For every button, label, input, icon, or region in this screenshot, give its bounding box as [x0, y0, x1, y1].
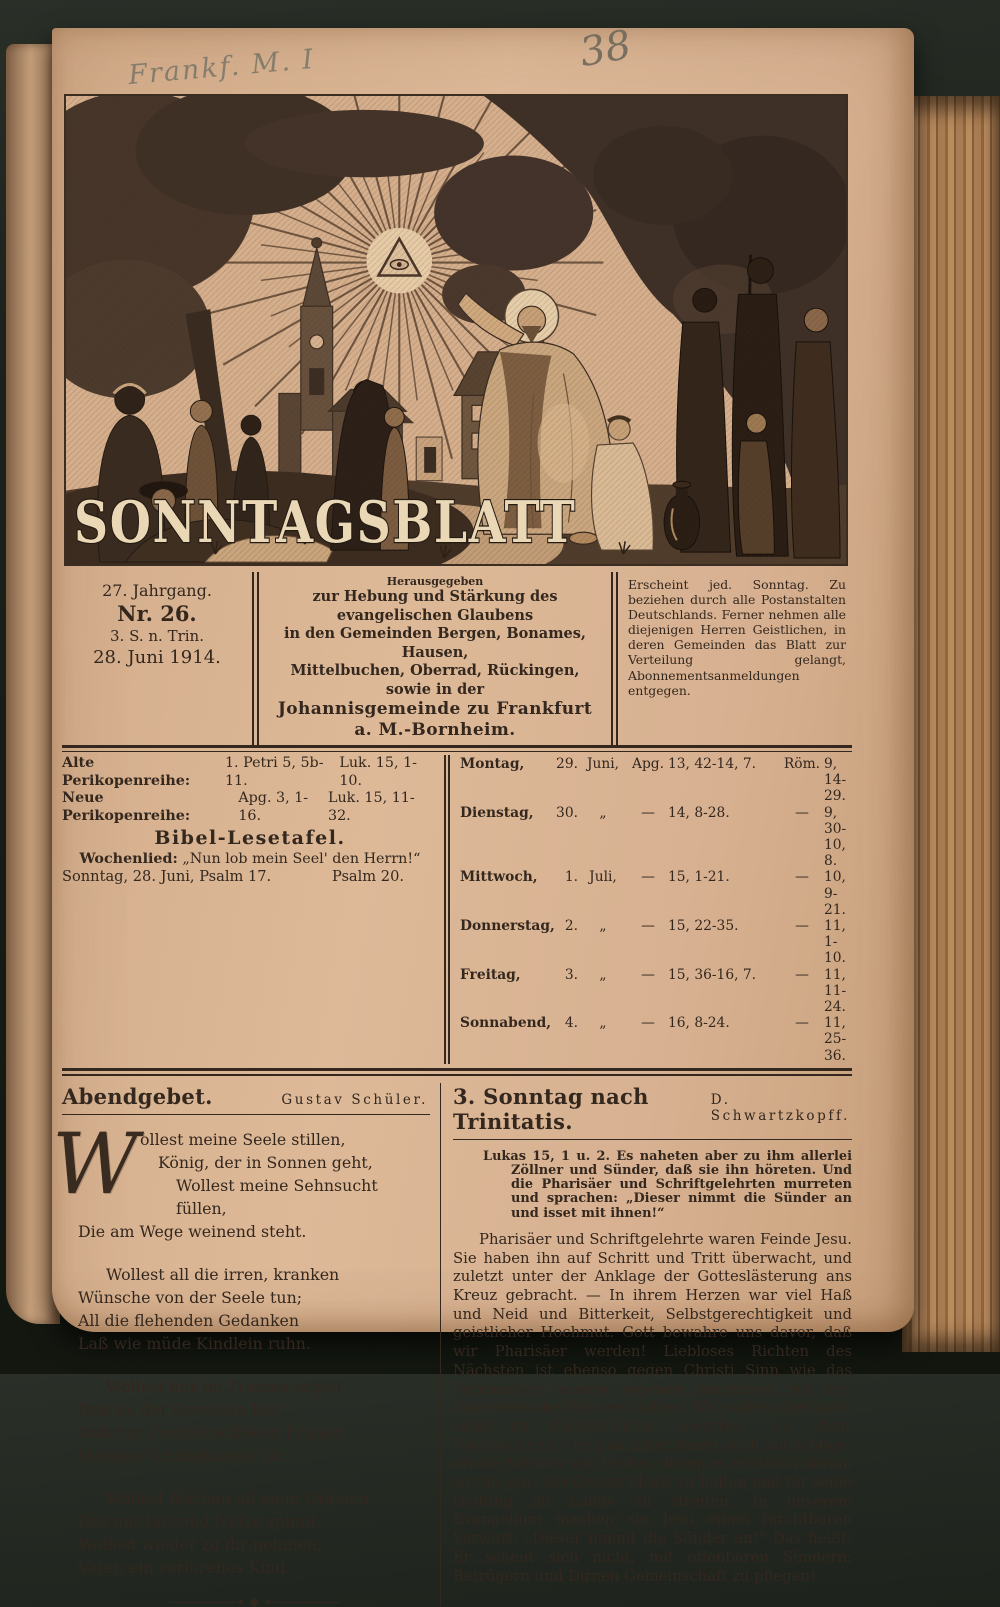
right-article: [440, 1083, 852, 1606]
week-cell: 4.: [564, 1015, 578, 1032]
week-cell: Dienstag,: [460, 804, 534, 821]
week-cell: 15, 36-16, 7.: [668, 966, 757, 983]
issue-date: 28. Juni 1914.: [93, 647, 221, 668]
lesetafel-title: Bibel-Lesetafel.: [154, 827, 346, 849]
sonntag-reading: Sonntag, 28. Juni, Psalm 17.: [62, 868, 272, 885]
masthead-title: SONNTAGSBLATT: [73, 488, 577, 557]
week-cell: —: [795, 966, 809, 983]
week-cell: 13, 42-14, 7.: [668, 756, 757, 772]
neue-reihe-label: Neue Perikopenreihe:: [62, 790, 191, 824]
poem-line: Wollest meine Sehnsucht füllen,: [176, 1175, 378, 1218]
poem-line: ollest meine Seele stillen,: [140, 1129, 346, 1149]
right-article-title: 3. Sonntag nach Trinitatis.: [453, 1083, 649, 1134]
wochenlied-label: Wochenlied:: [79, 851, 178, 867]
lesetafel-left: [62, 755, 444, 1064]
poem-line: Vater, ein verlorenes Kind.: [78, 1557, 291, 1577]
subscription-note: Erscheint jed. Sonntag. Zu beziehen durch alle Postanstalten Deutschlands. Ferner nehmen alle diejenigen Herren Geistlichen, in deren Gemeinden das Blatt zur Verteilung gelangt, Abonnementsanmeldungen entgegen.: [628, 577, 846, 698]
week-cell: Mittwoch,: [460, 869, 538, 886]
week-cell: Juli,: [589, 869, 617, 886]
publisher-label: Herausgegeben: [386, 575, 484, 588]
heavy-rule: [62, 1068, 852, 1076]
page-content: [52, 21, 853, 1585]
publisher-block: [252, 572, 618, 745]
handwriting-annotation-right: 38: [576, 21, 635, 77]
gospel-reference: Lukas 15, 1 u. 2.: [483, 1148, 610, 1164]
week-cell: 15, 22-35.: [668, 918, 739, 935]
sermon-emphasis: Pharisäern werden an den Pharisäern!: [453, 1417, 853, 1454]
week-cell: —: [641, 804, 655, 821]
sermon-body: [453, 1231, 852, 1586]
masthead-engraving-svg: [66, 96, 846, 564]
week-cell: 11, 25-36.: [824, 1015, 847, 1064]
week-cell: —: [641, 1015, 655, 1032]
poem-drop-cap: W: [52, 1114, 139, 1213]
masthead-illustration: [64, 94, 848, 566]
bibel-lesetafel: [62, 752, 852, 1068]
week-cell: 14, 8-28.: [668, 804, 730, 821]
poem-line: Morgen Triumphieren ist.: [78, 1445, 286, 1465]
poem-line: Wollest wieder zu dir nehmen,: [78, 1534, 323, 1554]
week-cell: 10, 9-21.: [824, 869, 846, 918]
poem-line: Daß der Zweifel wühlend Fragen: [78, 1422, 343, 1442]
alte-reihe-value: 1. Petri 5, 5b-11.: [224, 755, 324, 789]
left-article: [52, 1083, 440, 1606]
week-cell: —: [641, 966, 655, 983]
week-cell: 30.: [556, 804, 578, 821]
masthead-header: [62, 572, 852, 745]
gospel-intro: [453, 1150, 852, 1221]
issue-number: Nr. 26.: [117, 601, 197, 626]
week-cell: 15, 1-21.: [668, 869, 730, 886]
left-article-author: Gustav Schüler.: [281, 1091, 428, 1108]
week-cell: 29.: [556, 756, 578, 772]
issue-sunday: 3. S. n. Trin.: [110, 627, 204, 645]
week-cell: —: [795, 918, 809, 935]
poem-line: Daß du der Gerechte bist,: [78, 1399, 287, 1419]
publisher-line1: zur Hebung und Stärkung des evangelischen Glaubens: [312, 588, 558, 624]
week-cell: Freitag,: [460, 966, 521, 983]
publisher-line4: Johannisgemeinde zu Frankfurt a. M.-Bornheim.: [277, 699, 593, 740]
week-cell: 9, 30-10, 8.: [824, 804, 847, 870]
double-rule: [62, 745, 852, 752]
poem-line: König, der in Sonnen geht,: [158, 1152, 373, 1172]
left-article-title: Abendgebet.: [62, 1083, 213, 1109]
book-page-edges: [902, 96, 1000, 1352]
poem-stanza: [78, 1487, 430, 1579]
handwriting-annotation-left: Frankf. M. I: [127, 43, 317, 92]
sermon-text: Es gab unter ihnen auch aufrichtige, ernste Männer wie Paulus, denen es ernstlich darum zu tun war, das Gesetz Mosis zu halten und für seine Geltung im Lande zu streiten. In unserem Evangelium machen sie Jesu einen furchtbaren Vorwurf: „Dieser nimmt die Sünder an!“ Das heißt: Er scheut sich nicht, mit offenbaren Sündern: Betrügern und Dirnen Gemeinschaft zu pflegen!: [453, 1436, 852, 1585]
week-cell: —: [641, 869, 655, 886]
week-cell: „: [599, 804, 607, 821]
poem-line: Die am Wege weinend steht.: [78, 1221, 307, 1241]
week-cell: Donnerstag,: [460, 918, 555, 935]
publisher-line2: in den Gemeinden Bergen, Bonames, Hausen,: [283, 625, 586, 661]
week-cell: —: [795, 804, 809, 821]
poem: [52, 1114, 430, 1606]
poem-line: Wollest mir im Traume sagen,: [106, 1376, 347, 1396]
neue-reihe-gospel: Luk. 15, 11-32.: [327, 790, 415, 824]
poem-line: Wollest löschen all mein Grämen,: [106, 1488, 375, 1508]
week-cell: 2.: [564, 918, 578, 935]
week-cell: Sonnabend,: [460, 1015, 552, 1032]
wochenlied-text: „Nun lob mein Seel' den Herrn!“: [182, 851, 421, 867]
issue-volume: 27. Jahrgang.: [102, 581, 212, 600]
poem-line: All die flehenden Gedanken: [78, 1310, 300, 1330]
week-cell: 16, 8-24.: [668, 1015, 730, 1032]
left-article-header: [62, 1083, 430, 1115]
poem-line: Wollest all die irren, kranken: [106, 1264, 340, 1284]
week-cell: —: [795, 1015, 809, 1032]
week-cell: Montag,: [460, 756, 525, 772]
poem-stanza: [78, 1375, 430, 1467]
divider-ornament: [169, 1599, 339, 1606]
week-cell: 3.: [564, 966, 578, 983]
sermon-text: Pharisäer und Schriftgelehrte waren Feinde Jesu. Sie haben ihn auf Schritt und Tritt überwacht, und zuletzt unter der Anklage der Gotteslästerung ans Kreuz gebracht. — In ihrem Herzen war viel Haß und Neid und Bitterkeit, Selbstgerechtigkeit und geistlicher Hochmut. Gott bewahre uns davor, daß wir Pharisäer werden! Liebloses Richten des Nächsten ist ebenso gegen Christi Sinn wie das Vermischen unserer eigenen Interessen mit den Interessen des Reiches Gottes! Wir wollen aber auch nicht zu: [453, 1230, 852, 1435]
issue-block: [62, 572, 252, 745]
alte-reihe-label: Alte Perikopenreihe:: [62, 755, 191, 789]
publisher-line3: Mittelbuchen, Oberrad, Rückingen, sowie in der: [290, 662, 580, 698]
week-cell: Apg.: [631, 756, 664, 772]
poem-line: Das mir tausend Netze spinnt.: [78, 1511, 322, 1531]
week-cell: 9, 14-29.: [824, 756, 847, 805]
week-cell: „: [599, 966, 607, 983]
sonntag-psalm: Psalm 20.: [332, 868, 404, 885]
week-cell: 11, 11-24.: [824, 966, 847, 1016]
week-cell: Juni,: [586, 756, 620, 772]
week-cell: 1.: [564, 869, 578, 886]
poem-line: Wünsche von der Seele tun;: [78, 1287, 303, 1307]
week-cell: Röm.: [783, 756, 821, 772]
week-cell: —: [641, 918, 655, 935]
week-cell: 11, 1-10.: [824, 918, 846, 967]
alte-reihe-gospel: Luk. 15, 1-10.: [339, 755, 417, 789]
week-cell: „: [599, 1015, 607, 1032]
lesetafel-week-table: [444, 755, 852, 1064]
poem-line: Laß wie müde Kindlein ruhn.: [78, 1333, 311, 1353]
gospel-quote: Es naheten aber zu ihm allerlei Zöllner und Sünder, daß sie ihn höreten. Und die Pharisäer und Schriftgelehrten murreten und sprachen: „Dieser nimmt die Sünder an und isset mit ihnen!“: [511, 1148, 852, 1221]
neue-reihe-value: Apg. 3, 1-16.: [238, 790, 309, 824]
right-article-header: [453, 1083, 852, 1140]
week-cell: —: [795, 869, 809, 886]
poem-stanza: [78, 1263, 430, 1355]
newspaper-page: [52, 21, 914, 1585]
week-cell: „: [599, 918, 607, 935]
right-article-author: D. Schwartzkopff.: [710, 1091, 851, 1124]
article-columns: [52, 1083, 853, 1606]
